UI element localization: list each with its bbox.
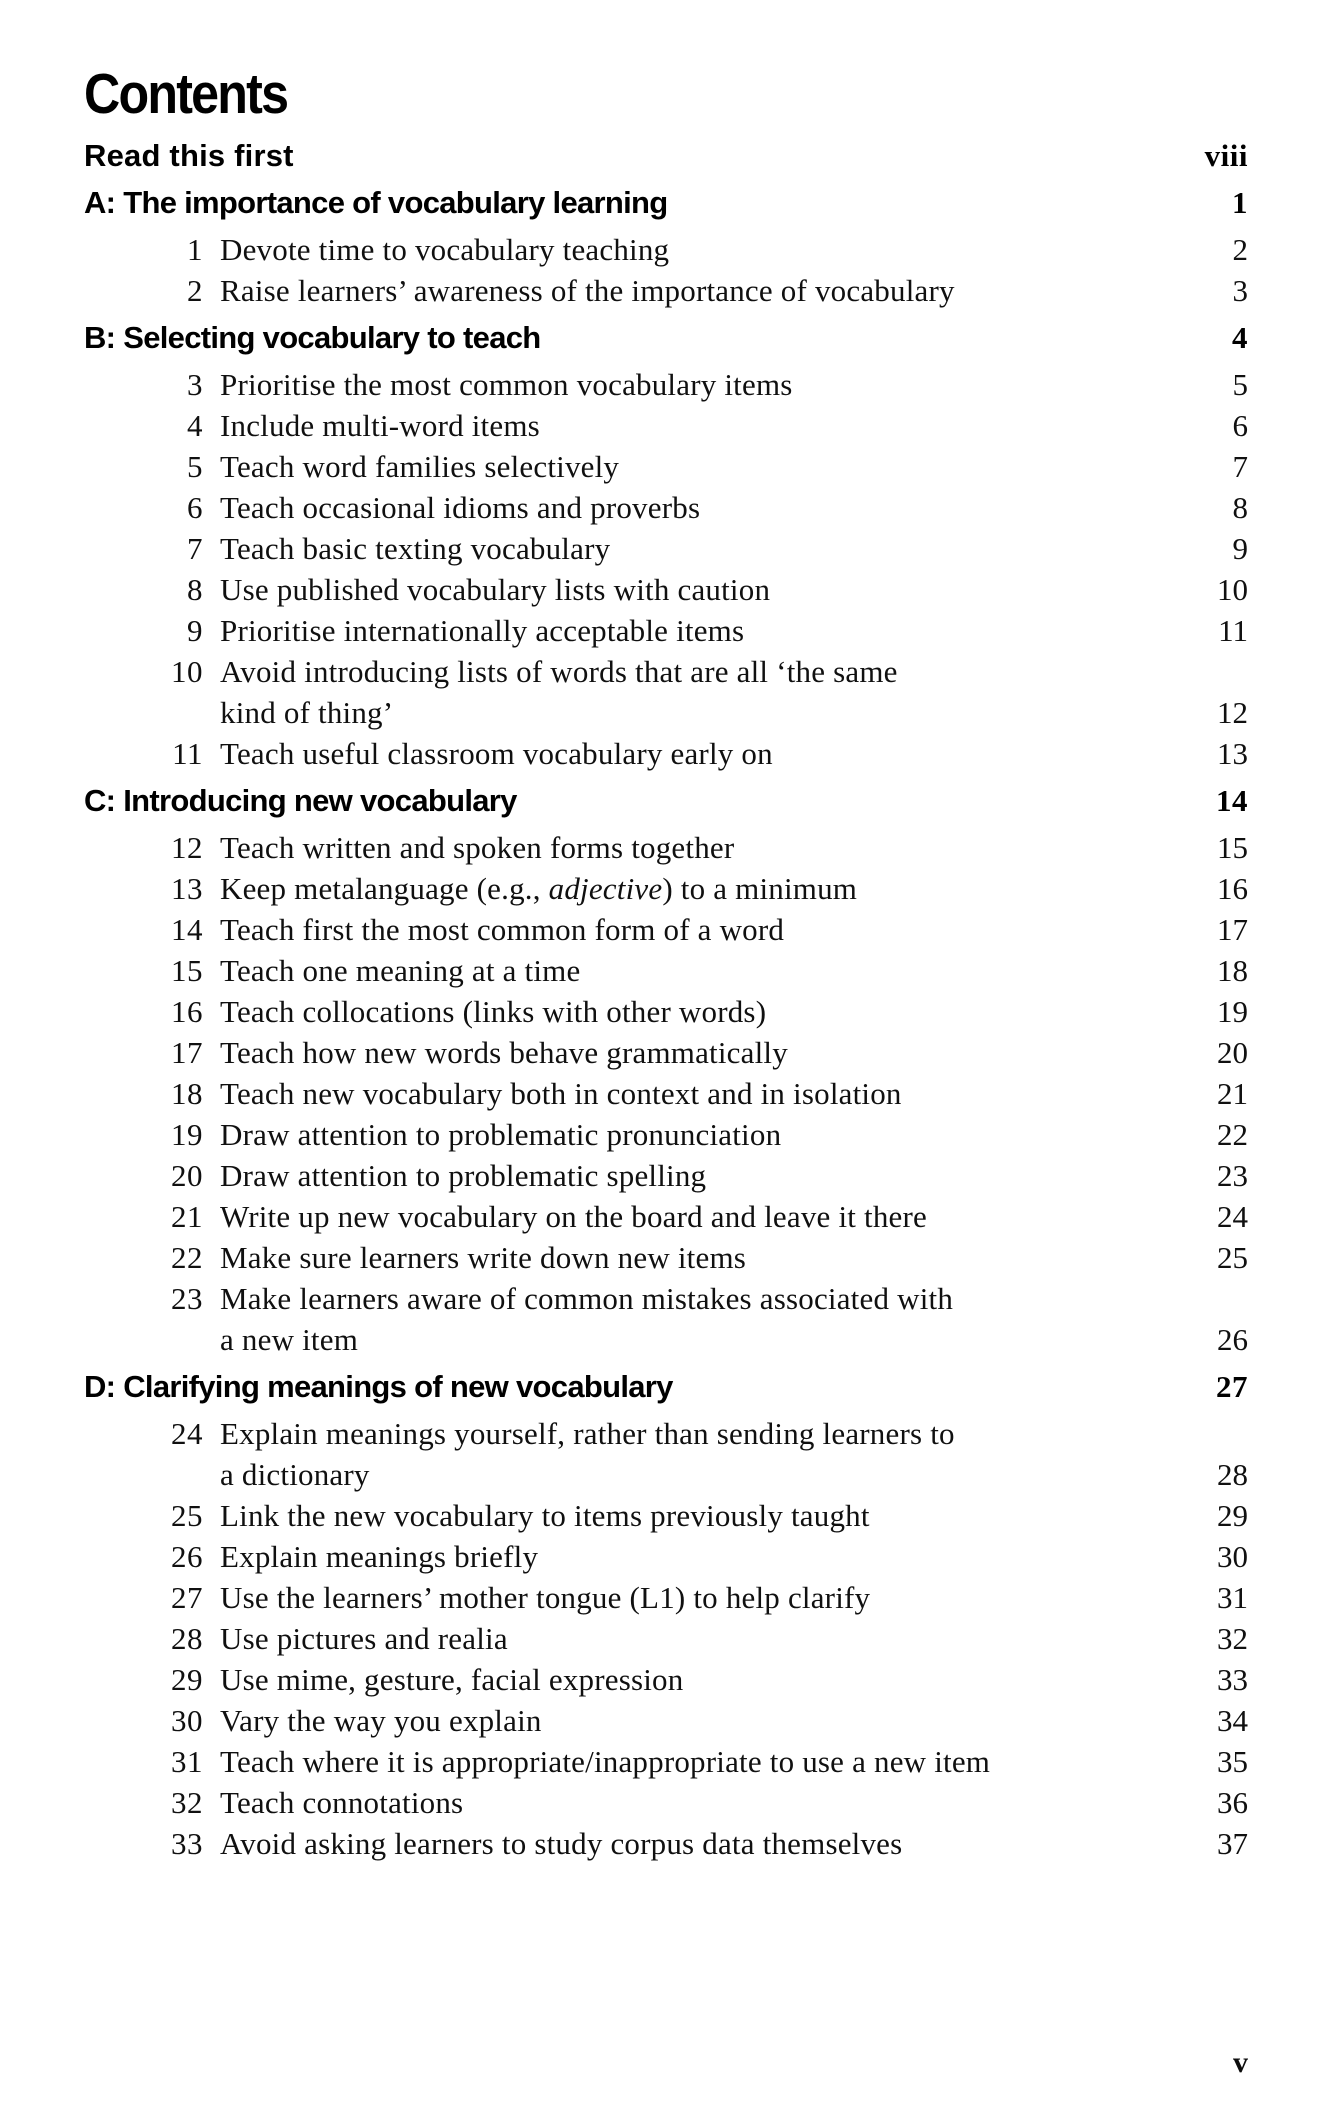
entry-title-line: Explain meanings yourself, rather than sending learners to bbox=[220, 1416, 955, 1451]
entry-title bbox=[203, 1495, 1178, 1536]
entry-title bbox=[203, 610, 1178, 651]
entry-number: 2 bbox=[187, 273, 203, 308]
entry-title-line: Draw attention to problematic spelling bbox=[220, 1158, 707, 1193]
entry-page-number: 18 bbox=[1217, 953, 1248, 988]
toc-entry-row bbox=[84, 1413, 1248, 1495]
entry-page-number: 10 bbox=[1217, 572, 1248, 607]
entry-page-number: 22 bbox=[1217, 1117, 1248, 1152]
entry-title-line: Raise learners’ awareness of the importance of vocabulary bbox=[220, 273, 955, 308]
entry-number: 15 bbox=[171, 953, 203, 988]
entry-title-line: a dictionary bbox=[220, 1457, 370, 1492]
entry-page-number: 13 bbox=[1217, 736, 1248, 771]
entry-title bbox=[203, 1196, 1178, 1237]
entry-title-line: Explain meanings briefly bbox=[220, 1539, 539, 1574]
entry-number: 16 bbox=[171, 994, 203, 1029]
entry-page-number: 6 bbox=[1232, 408, 1248, 443]
toc-entry-row bbox=[84, 229, 1248, 270]
entry-number: 4 bbox=[187, 408, 203, 443]
entry-title bbox=[203, 1618, 1178, 1659]
entry-title bbox=[203, 1741, 1178, 1782]
toc-entry-row bbox=[84, 1700, 1248, 1741]
section-page-number: 14 bbox=[1216, 783, 1248, 818]
page-folio-number: v bbox=[1233, 2046, 1248, 2079]
toc-entry-row bbox=[84, 1823, 1248, 1864]
toc-entry-row bbox=[84, 827, 1248, 868]
entry-page-number: 9 bbox=[1232, 531, 1248, 566]
entry-title bbox=[203, 1536, 1178, 1577]
toc-entry-row bbox=[84, 733, 1248, 774]
entry-title bbox=[203, 1278, 1178, 1360]
front-matter-entry bbox=[84, 135, 1248, 176]
entry-number: 28 bbox=[171, 1621, 203, 1656]
table-of-contents bbox=[84, 0, 1248, 1864]
front-matter-label: Read this first bbox=[84, 138, 294, 173]
entry-title-line: Prioritise the most common vocabulary items bbox=[220, 367, 793, 402]
toc-entry-row bbox=[84, 1618, 1248, 1659]
entry-title bbox=[203, 1413, 1178, 1495]
entry-title bbox=[203, 1155, 1178, 1196]
entry-number: 24 bbox=[171, 1416, 203, 1451]
entry-number: 23 bbox=[171, 1281, 203, 1316]
section-page-number: 4 bbox=[1232, 320, 1248, 355]
toc-entry-row bbox=[84, 1073, 1248, 1114]
entry-number: 27 bbox=[171, 1580, 203, 1615]
entry-page-number: 35 bbox=[1217, 1744, 1248, 1779]
toc-sections bbox=[84, 182, 1248, 1864]
toc-entry-row bbox=[84, 1114, 1248, 1155]
entry-title bbox=[203, 909, 1178, 950]
toc-entry-row bbox=[84, 1536, 1248, 1577]
entry-title-line: Make learners aware of common mistakes associated with bbox=[220, 1281, 954, 1316]
entry-title-line: Teach written and spoken forms together bbox=[220, 830, 735, 865]
entry-page-number: 32 bbox=[1217, 1621, 1248, 1656]
entry-title bbox=[203, 270, 1178, 311]
entry-title bbox=[203, 569, 1178, 610]
entry-title-line: Teach how new words behave grammatically bbox=[220, 1035, 788, 1070]
entry-title bbox=[203, 1700, 1178, 1741]
entry-number: 9 bbox=[187, 613, 203, 648]
entry-number: 14 bbox=[171, 912, 203, 947]
entry-title-line: Teach basic texting vocabulary bbox=[220, 531, 611, 566]
entry-page-number: 16 bbox=[1217, 871, 1248, 906]
entry-title-line: Teach useful classroom vocabulary early on bbox=[220, 736, 773, 771]
entry-title-line: Teach one meaning at a time bbox=[220, 953, 581, 988]
entry-title-line: Teach new vocabulary both in context and in isolation bbox=[220, 1076, 902, 1111]
entry-number: 6 bbox=[187, 490, 203, 525]
entry-number: 33 bbox=[171, 1826, 203, 1861]
entry-page-number: 8 bbox=[1232, 490, 1248, 525]
section-heading-row bbox=[84, 1366, 1248, 1407]
entry-page-number: 3 bbox=[1232, 273, 1248, 308]
entry-number: 17 bbox=[171, 1035, 203, 1070]
entry-page-number: 34 bbox=[1217, 1703, 1248, 1738]
entry-title bbox=[203, 1032, 1178, 1073]
entry-title bbox=[203, 364, 1178, 405]
entry-title bbox=[203, 991, 1178, 1032]
page-title: Contents bbox=[84, 62, 288, 126]
entry-page-number: 24 bbox=[1217, 1199, 1248, 1234]
entry-page-number: 17 bbox=[1217, 912, 1248, 947]
entry-title-line: Teach word families selectively bbox=[220, 449, 620, 484]
entry-title-line: Teach connotations bbox=[220, 1785, 464, 1820]
entry-title bbox=[203, 733, 1178, 774]
entry-number: 32 bbox=[171, 1785, 203, 1820]
entry-number: 1 bbox=[187, 232, 203, 267]
entry-number: 8 bbox=[187, 572, 203, 607]
entry-page-number: 37 bbox=[1217, 1826, 1248, 1861]
entry-page-number: 31 bbox=[1217, 1580, 1248, 1615]
entry-title bbox=[203, 827, 1178, 868]
section-heading-row bbox=[84, 317, 1248, 358]
entry-page-number: 26 bbox=[1217, 1322, 1248, 1357]
entry-title-line: Link the new vocabulary to items previously taught bbox=[220, 1498, 870, 1533]
entry-page-number: 23 bbox=[1217, 1158, 1248, 1193]
entry-title-line bbox=[220, 868, 1178, 909]
entry-title-line: Write up new vocabulary on the board and leave it there bbox=[220, 1199, 927, 1234]
entry-title bbox=[203, 868, 1178, 909]
toc-entry-row bbox=[84, 1659, 1248, 1700]
entry-page-number: 19 bbox=[1217, 994, 1248, 1029]
entry-page-number: 12 bbox=[1217, 695, 1248, 730]
entry-number: 5 bbox=[187, 449, 203, 484]
entry-number: 10 bbox=[171, 654, 203, 689]
toc-entry-row bbox=[84, 528, 1248, 569]
entry-page-number: 33 bbox=[1217, 1662, 1248, 1697]
entry-title-line: kind of thing’ bbox=[220, 695, 394, 730]
entry-number: 20 bbox=[171, 1158, 203, 1193]
entry-number: 7 bbox=[187, 531, 203, 566]
entry-title-line: Teach collocations (links with other words) bbox=[220, 994, 767, 1029]
entry-number: 25 bbox=[171, 1498, 203, 1533]
entry-number: 18 bbox=[171, 1076, 203, 1111]
entry-title bbox=[203, 487, 1178, 528]
entry-title-line: Teach where it is appropriate/inappropriate to use a new item bbox=[220, 1744, 991, 1779]
entry-title-line: Devote time to vocabulary teaching bbox=[220, 232, 670, 267]
toc-entry-row bbox=[84, 1577, 1248, 1618]
entry-page-number: 30 bbox=[1217, 1539, 1248, 1574]
entry-title-line: Avoid asking learners to study corpus data themselves bbox=[220, 1826, 903, 1861]
entry-page-number: 20 bbox=[1217, 1035, 1248, 1070]
entry-title-line: Vary the way you explain bbox=[220, 1703, 542, 1738]
entry-title-line: a new item bbox=[220, 1322, 359, 1357]
entry-title bbox=[203, 950, 1178, 991]
toc-entry-row bbox=[84, 1155, 1248, 1196]
toc-entry-row bbox=[84, 868, 1248, 909]
toc-entry-row bbox=[84, 270, 1248, 311]
entry-number: 31 bbox=[171, 1744, 203, 1779]
section-heading-row bbox=[84, 780, 1248, 821]
entry-title-line: Use mime, gesture, facial expression bbox=[220, 1662, 684, 1697]
entry-number: 26 bbox=[171, 1539, 203, 1574]
section-page-number: 27 bbox=[1216, 1369, 1248, 1404]
toc-entry-row bbox=[84, 1237, 1248, 1278]
entry-number: 19 bbox=[171, 1117, 203, 1152]
section-heading-label: B: Selecting vocabulary to teach bbox=[84, 320, 541, 355]
entry-title-line: Include multi-word items bbox=[220, 408, 540, 443]
entry-page-number: 15 bbox=[1217, 830, 1248, 865]
entry-page-number: 28 bbox=[1217, 1457, 1248, 1492]
toc-entry-row bbox=[84, 1032, 1248, 1073]
entry-title-line: Avoid introducing lists of words that are all ‘the same bbox=[220, 654, 898, 689]
italic-term: adjective bbox=[548, 871, 663, 906]
toc-entry-row bbox=[84, 487, 1248, 528]
toc-entry-row bbox=[84, 1741, 1248, 1782]
entry-title-line: Make sure learners write down new items bbox=[220, 1240, 747, 1275]
entry-page-number: 11 bbox=[1218, 613, 1248, 648]
entry-title bbox=[203, 1782, 1178, 1823]
entry-title bbox=[203, 1114, 1178, 1155]
entry-number: 30 bbox=[171, 1703, 203, 1738]
entry-title-line: Teach first the most common form of a word bbox=[220, 912, 785, 947]
toc-entry-row bbox=[84, 651, 1248, 733]
section-page-number: 1 bbox=[1232, 185, 1248, 220]
entry-title bbox=[203, 1659, 1178, 1700]
entry-page-number: 5 bbox=[1232, 367, 1248, 402]
entry-title-line: Use published vocabulary lists with caution bbox=[220, 572, 771, 607]
toc-entry-row bbox=[84, 610, 1248, 651]
entry-title bbox=[203, 651, 1178, 733]
toc-entry-row bbox=[84, 1782, 1248, 1823]
section-heading-label: A: The importance of vocabulary learning bbox=[84, 185, 668, 220]
toc-entry-row bbox=[84, 950, 1248, 991]
entry-number: 12 bbox=[171, 830, 203, 865]
entry-title-line: Teach occasional idioms and proverbs bbox=[220, 490, 701, 525]
entry-number: 29 bbox=[171, 1662, 203, 1697]
entry-title-line: Draw attention to problematic pronunciation bbox=[220, 1117, 782, 1152]
section-heading-label: D: Clarifying meanings of new vocabulary bbox=[84, 1369, 673, 1404]
entry-number: 11 bbox=[172, 736, 203, 771]
toc-entry-row bbox=[84, 364, 1248, 405]
toc-entry-row bbox=[84, 1495, 1248, 1536]
front-matter-page-number: viii bbox=[1204, 138, 1248, 173]
entry-title bbox=[203, 405, 1178, 446]
entry-page-number: 36 bbox=[1217, 1785, 1248, 1820]
section-heading-row bbox=[84, 182, 1248, 223]
entry-number: 22 bbox=[171, 1240, 203, 1275]
toc-entry-row bbox=[84, 569, 1248, 610]
entry-title bbox=[203, 1237, 1178, 1278]
entry-title bbox=[203, 446, 1178, 487]
entry-number: 13 bbox=[171, 871, 203, 906]
entry-page-number: 7 bbox=[1232, 449, 1248, 484]
toc-entry-row bbox=[84, 446, 1248, 487]
entry-page-number: 29 bbox=[1217, 1498, 1248, 1533]
entry-title-line: Use the learners’ mother tongue (L1) to help clarify bbox=[220, 1580, 871, 1615]
toc-entry-row bbox=[84, 991, 1248, 1032]
entry-title-line: Prioritise internationally acceptable items bbox=[220, 613, 745, 648]
entry-page-number: 2 bbox=[1232, 232, 1248, 267]
entry-title bbox=[203, 1823, 1178, 1864]
toc-entry-row bbox=[84, 1278, 1248, 1360]
entry-title-line: Use pictures and realia bbox=[220, 1621, 508, 1656]
title-segment: ) to a minimum bbox=[662, 871, 858, 906]
entry-number: 21 bbox=[171, 1199, 203, 1234]
entry-number: 3 bbox=[187, 367, 203, 402]
entry-page-number: 21 bbox=[1217, 1076, 1248, 1111]
entry-page-number: 25 bbox=[1217, 1240, 1248, 1275]
entry-title bbox=[203, 1073, 1178, 1114]
title-segment: Keep metalanguage (e.g., bbox=[220, 871, 549, 906]
entry-title bbox=[203, 229, 1178, 270]
toc-entry-row bbox=[84, 909, 1248, 950]
entry-title bbox=[203, 528, 1178, 569]
section-heading-label: C: Introducing new vocabulary bbox=[84, 783, 517, 818]
entry-title bbox=[203, 1577, 1178, 1618]
toc-entry-row bbox=[84, 1196, 1248, 1237]
toc-entry-row bbox=[84, 405, 1248, 446]
